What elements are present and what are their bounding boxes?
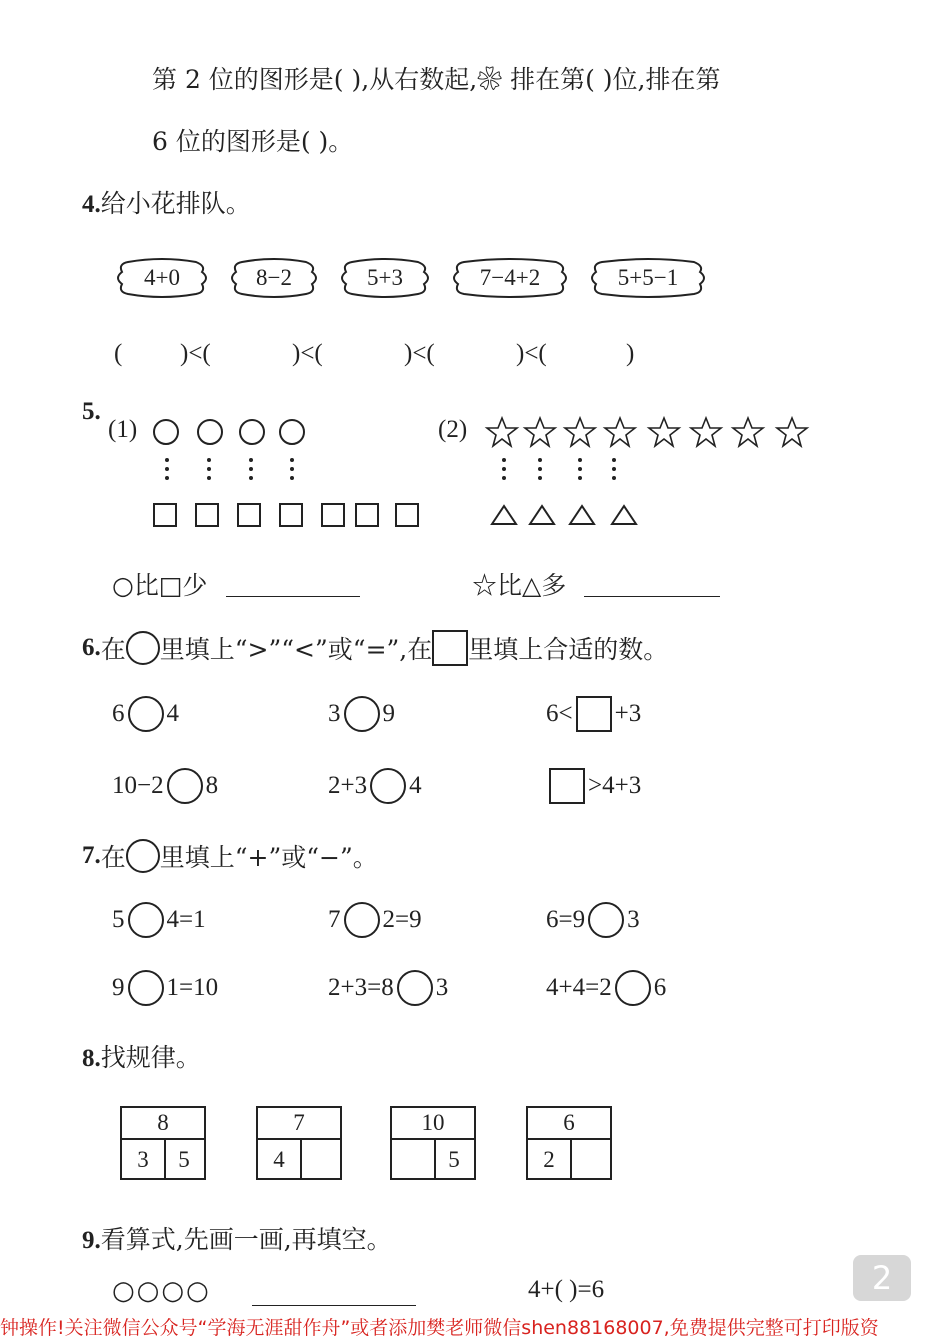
q9-circles: ○○○○ — [112, 1276, 211, 1306]
star-shape-icon — [649, 418, 679, 446]
q5-answer1-blank[interactable] — [226, 596, 360, 597]
q7-item-3-left: 6=9 — [546, 906, 586, 933]
q6-title-a: 在 — [100, 635, 126, 664]
q6-title-square-icon — [432, 630, 468, 666]
q6-title-circle-icon — [126, 631, 160, 665]
star-shape-icon — [605, 418, 635, 446]
operator-circle[interactable] — [588, 902, 624, 938]
q7-item-6-left: 4+4=2 — [546, 974, 612, 1001]
q7-item-5-left: 2+3=8 — [328, 974, 394, 1001]
q7-item-5-right: 3 — [435, 974, 449, 1001]
square-shape-icon — [196, 504, 218, 526]
q8-title: 找规律。 — [100, 1043, 201, 1072]
square-shape-icon — [280, 504, 302, 526]
q5-dots-right — [484, 454, 644, 488]
flower-1-label: 4+0 — [144, 265, 180, 290]
square-shape-icon — [396, 504, 418, 526]
q6-item-1-right: 4 — [166, 700, 179, 727]
operator-circle[interactable] — [128, 902, 164, 938]
operator-circle[interactable] — [397, 970, 433, 1006]
flower-2 — [228, 258, 320, 298]
flower-1 — [114, 258, 210, 298]
order-paren-6: ) — [626, 340, 635, 367]
flower-5 — [588, 258, 708, 298]
q9-equation: 4+( )=6 — [528, 1276, 605, 1303]
q7-item-1-right: 4=1 — [166, 906, 206, 933]
q5-part1-label: (1) — [108, 416, 138, 443]
q6-item-2 — [328, 696, 395, 732]
pattern-box-4-top: 6 — [528, 1108, 610, 1140]
q7-heading — [82, 838, 378, 874]
q6-item-3 — [546, 696, 641, 732]
compare-circle[interactable] — [167, 768, 203, 804]
q7-item-6-right: 6 — [653, 974, 667, 1001]
pattern-box-4 — [526, 1106, 612, 1180]
q7-item-2 — [328, 902, 422, 938]
q6-item-1 — [112, 696, 179, 732]
square-shape-icon — [154, 504, 176, 526]
pattern-box-2-right[interactable] — [300, 1140, 340, 1178]
q9-title: 看算式,先画一画,再填空。 — [100, 1225, 392, 1254]
circle-shape-icon — [240, 420, 264, 444]
q7-item-2-right: 2=9 — [382, 906, 422, 933]
triangle-shape-icon — [570, 506, 594, 524]
flower-3-label: 5+3 — [367, 265, 403, 290]
q6-item-6-right: >4+3 — [588, 772, 642, 799]
q9-draw-blank[interactable] — [252, 1305, 416, 1306]
pattern-box-3-top: 10 — [392, 1108, 474, 1140]
q5-triangle-row — [484, 500, 644, 530]
q5-number: 5. — [82, 398, 101, 425]
q5-part2-label: (2) — [438, 416, 468, 443]
q6-item-4-left: 10−2 — [112, 772, 164, 799]
compare-circle[interactable] — [344, 696, 380, 732]
star-shape-icon — [565, 418, 595, 446]
triangle-shape-icon — [492, 506, 516, 524]
circle-shape-icon — [198, 420, 222, 444]
square-shape-icon — [238, 504, 260, 526]
q6-item-4 — [112, 768, 218, 804]
q7-item-3-right: 3 — [627, 906, 640, 933]
triangle-shape-icon — [612, 506, 636, 524]
circle-shape-icon — [280, 420, 304, 444]
flower-4 — [450, 258, 570, 298]
q5-dots-left — [150, 454, 320, 488]
q9-number: 9. — [82, 1227, 101, 1254]
q6-item-2-right: 9 — [382, 700, 395, 727]
q6-item-6 — [546, 768, 641, 804]
compare-circle[interactable] — [370, 768, 406, 804]
q6-number: 6. — [82, 634, 101, 661]
q7-item-5 — [328, 970, 448, 1006]
q7-number: 7. — [82, 842, 101, 869]
q6-item-2-left: 3 — [328, 700, 341, 727]
q5-circle-row — [150, 414, 320, 450]
page-number-badge: 2 — [853, 1255, 911, 1301]
q4-title: 给小花排队。 — [100, 189, 251, 218]
pattern-box-2-top: 7 — [258, 1108, 340, 1140]
q5-answer2-blank[interactable] — [584, 596, 720, 597]
fill-number-box[interactable] — [576, 696, 612, 732]
q6-item-4-right: 8 — [205, 772, 219, 799]
footer-watermark: 钟操作!关注微信公众号“学海无涯甜作舟”或者添加樊老师微信shen88168007,免费提供完整可打印版资 — [0, 1317, 879, 1339]
pattern-box-1 — [120, 1106, 206, 1180]
pattern-box-2-left: 4 — [258, 1140, 302, 1178]
order-paren-3: )<( — [292, 340, 323, 367]
q7-item-2-left: 7 — [328, 906, 341, 933]
square-shape-icon — [356, 504, 378, 526]
pattern-box-3-right: 5 — [448, 1147, 460, 1172]
flower-2-label: 8−2 — [256, 265, 292, 290]
q6-title-b: 里填上“>”“<”或“=”,在 — [159, 635, 433, 664]
pattern-box-1-left: 3 — [122, 1140, 166, 1178]
star-shape-icon — [691, 418, 721, 446]
q9-heading — [82, 1220, 392, 1256]
q5-star-row — [484, 414, 814, 450]
q6-heading — [82, 630, 668, 666]
q7-item-4 — [112, 970, 218, 1006]
q7-title-a: 在 — [100, 843, 126, 872]
q8-heading — [82, 1038, 201, 1074]
q5-square-row — [150, 500, 430, 532]
q3-line1: 第 2 位的图形是( ),从右数起,❀ 排在第( )位,排在第 — [152, 65, 721, 94]
q7-item-3 — [546, 902, 640, 938]
q6-item-5 — [328, 768, 422, 804]
order-paren-1: ( — [114, 340, 123, 367]
square-shape-icon — [322, 504, 344, 526]
q3-line2: 6 位的图形是( )。 — [152, 127, 354, 156]
fill-number-box[interactable] — [549, 768, 585, 804]
order-paren-5: )<( — [516, 340, 547, 367]
order-paren-2: )<( — [180, 340, 211, 367]
triangle-shape-icon — [530, 506, 554, 524]
pattern-box-4-right[interactable] — [570, 1140, 610, 1178]
q7-item-1 — [112, 902, 206, 938]
q5-answer2-label: ☆比△多 — [472, 571, 567, 600]
pattern-box-3 — [390, 1106, 476, 1180]
flower-3 — [338, 258, 432, 298]
star-shape-icon — [525, 418, 555, 446]
star-shape-icon — [777, 418, 807, 446]
pattern-box-3-left[interactable] — [392, 1140, 436, 1178]
pattern-box-4-left: 2 — [528, 1140, 572, 1178]
q6-item-3-right: +3 — [614, 700, 642, 727]
q7-item-6 — [546, 970, 666, 1006]
pattern-box-2 — [256, 1106, 342, 1180]
pattern-box-1-right: 5 — [178, 1147, 190, 1172]
q7-item-4-left: 9 — [112, 974, 125, 1001]
q8-number: 8. — [82, 1045, 101, 1072]
pattern-box-1-top: 8 — [122, 1108, 204, 1140]
star-shape-icon — [733, 418, 763, 446]
q6-item-1-left: 6 — [112, 700, 125, 727]
q7-item-4-right: 1=10 — [166, 974, 219, 1001]
operator-circle[interactable] — [615, 970, 651, 1006]
q6-item-5-right: 4 — [409, 772, 422, 799]
q6-item-5-left: 2+3 — [328, 772, 368, 799]
circle-shape-icon — [154, 420, 178, 444]
q5-answer1-label: ○比□少 — [112, 571, 208, 600]
operator-circle[interactable] — [128, 970, 164, 1006]
q4-number: 4. — [82, 191, 101, 218]
q7-title-b: 里填上“+”或“−”。 — [159, 843, 378, 872]
operator-circle[interactable] — [344, 902, 380, 938]
order-paren-4: )<( — [404, 340, 435, 367]
flower-5-label: 5+5−1 — [617, 265, 679, 290]
q6-item-3-left: 6< — [546, 700, 573, 727]
star-shape-icon — [487, 418, 517, 446]
q6-title-c: 里填上合适的数。 — [468, 635, 669, 664]
q7-title-circle-icon — [126, 839, 160, 873]
compare-circle[interactable] — [128, 696, 164, 732]
flower-4-label: 7−4+2 — [479, 265, 541, 290]
q4-heading — [82, 184, 251, 220]
q7-item-1-left: 5 — [112, 906, 125, 933]
